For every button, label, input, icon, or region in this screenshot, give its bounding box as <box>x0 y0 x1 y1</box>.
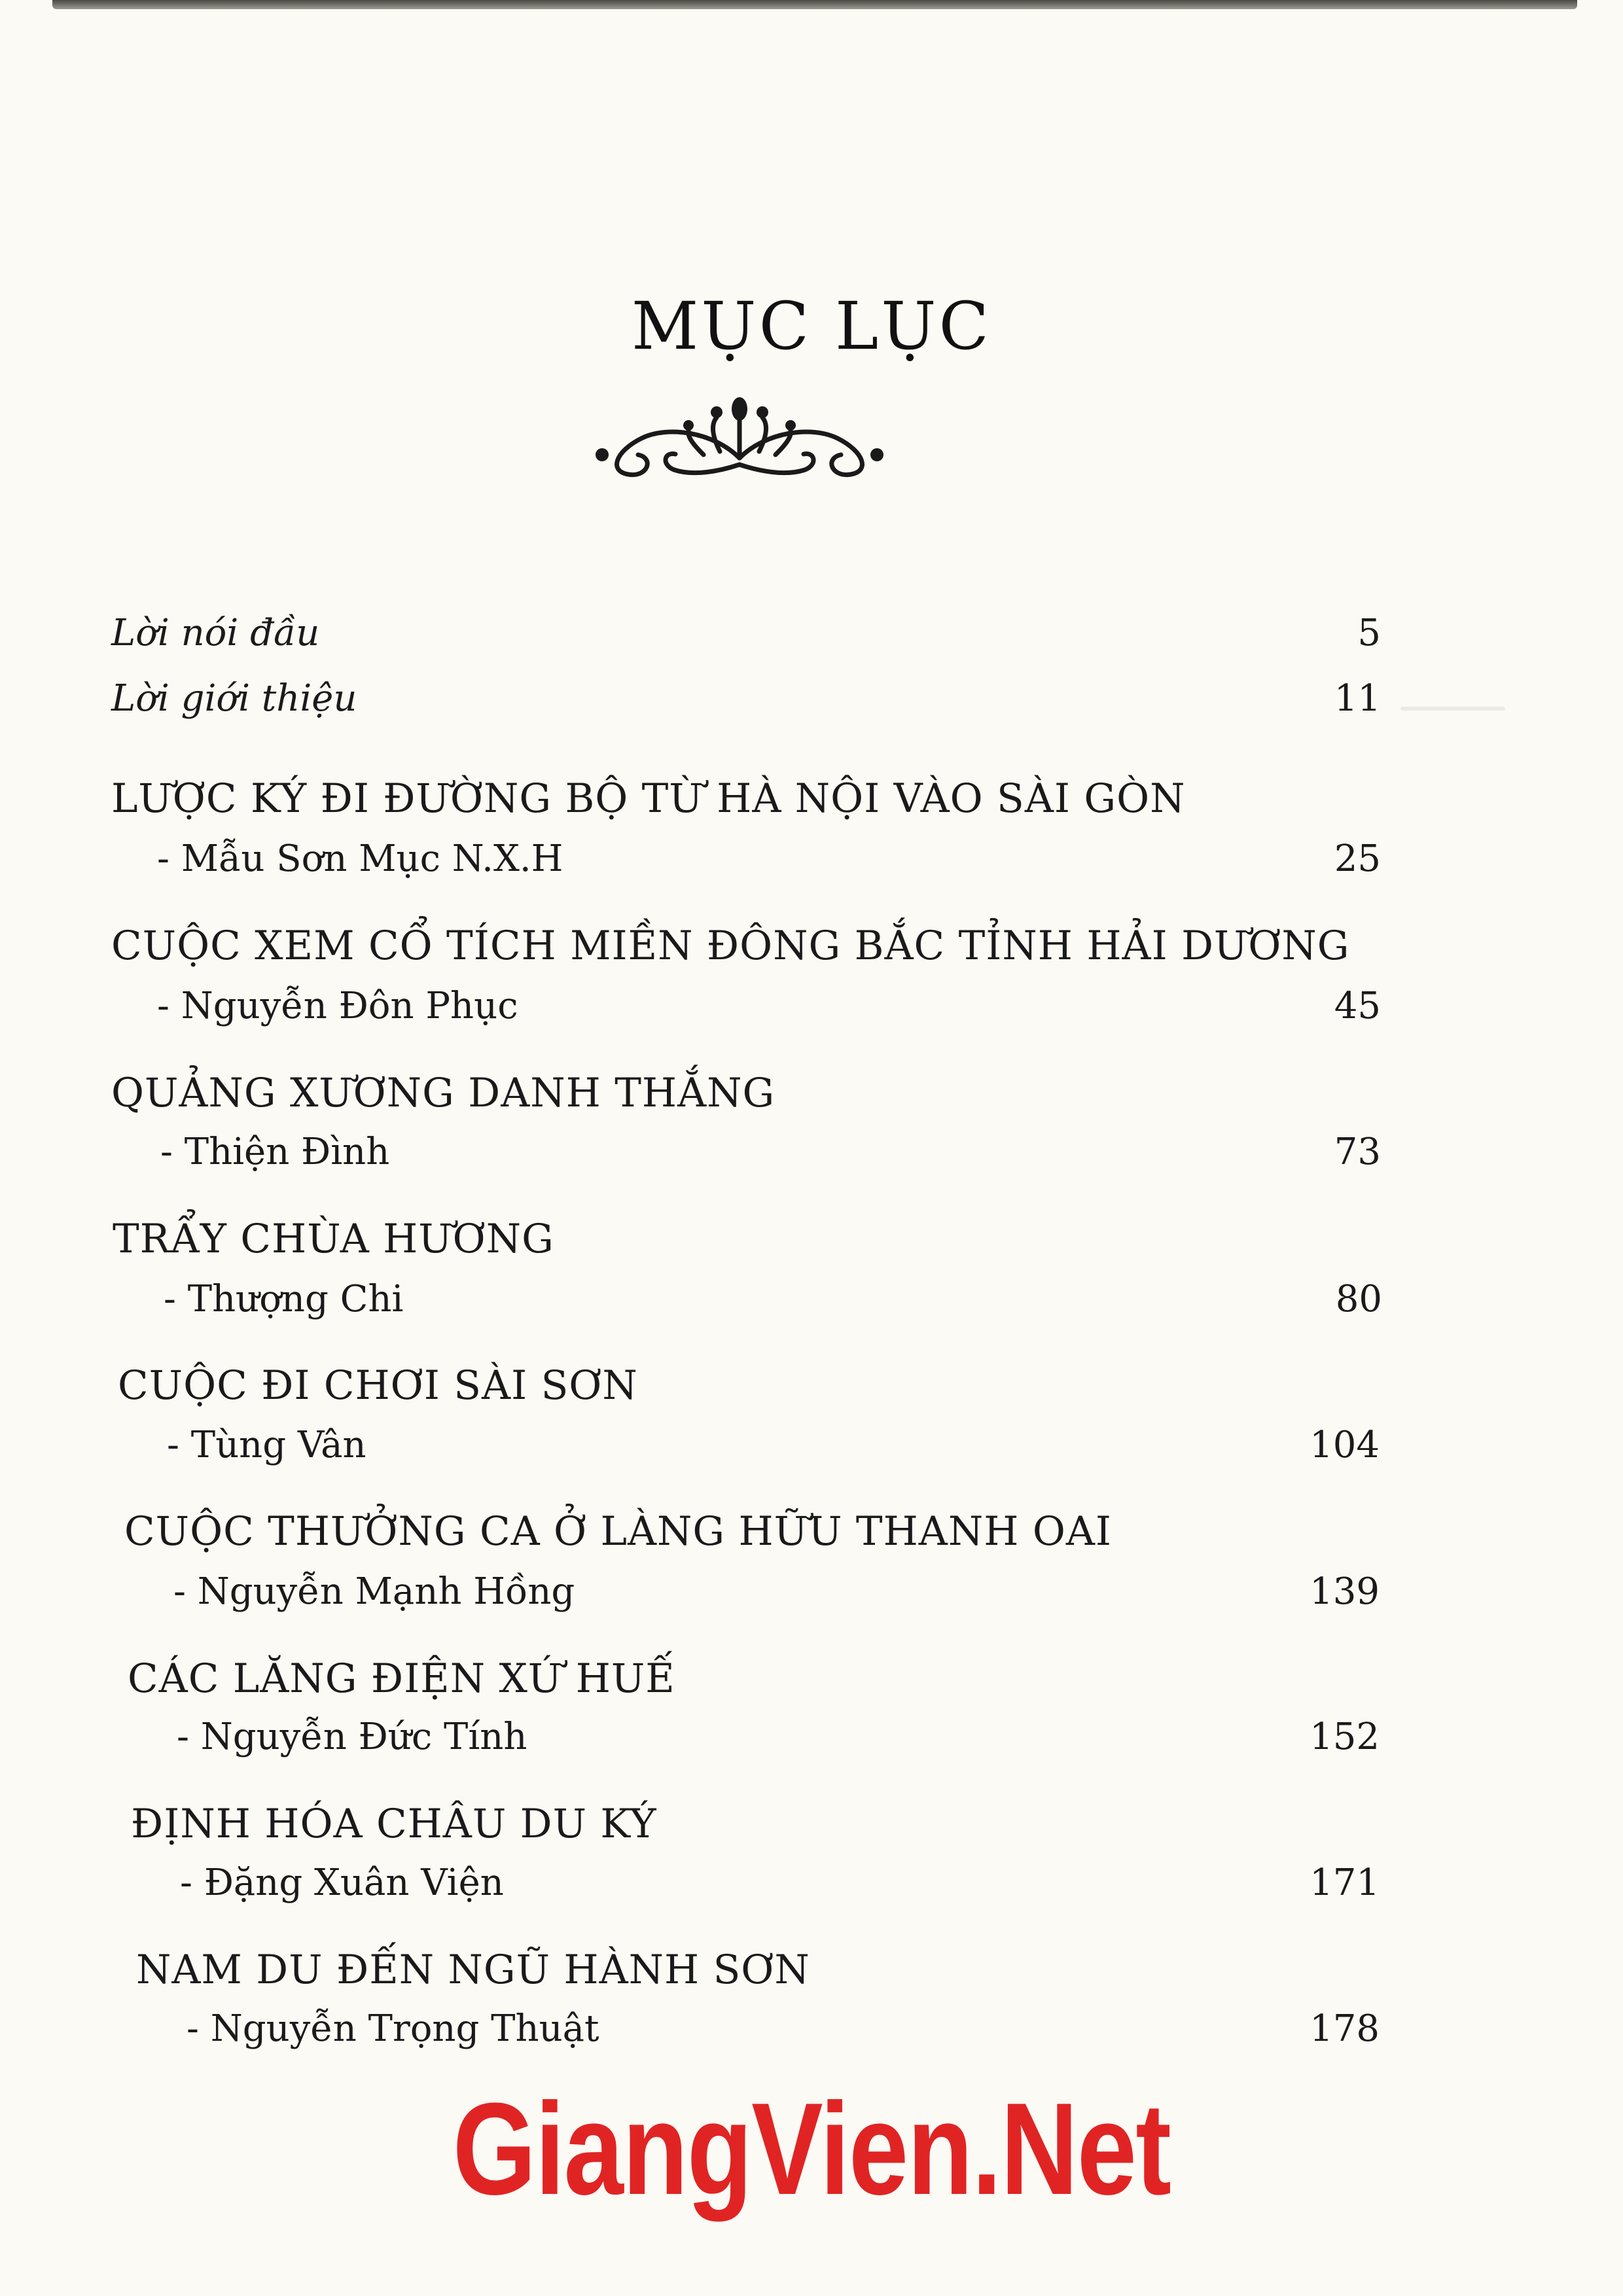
toc-entry-page: 171 <box>1310 1862 1380 1904</box>
toc-entry-title: ĐỊNH HÓA CHÂU DU KÝ <box>131 1801 657 1847</box>
toc-entry-title: Lời giới thiệu <box>111 677 357 720</box>
toc-entry-page: 25 <box>1334 838 1381 880</box>
page-title: MỤC LỤC <box>631 288 992 364</box>
toc-entry-page: 152 <box>1310 1716 1380 1758</box>
toc-entry-author: - Nguyễn Đôn Phục <box>157 985 518 1027</box>
toc-entry-page: 11 <box>1334 677 1381 720</box>
toc-entry-page: 45 <box>1334 985 1381 1027</box>
toc-entry-author: - Nguyễn Mạnh Hồng <box>173 1570 575 1613</box>
toc-entry-title: CUỘC ĐI CHƠI SÀI SƠN <box>118 1362 638 1409</box>
watermark-logo: GiangVien.Net <box>452 2076 1171 2222</box>
toc-entry-page: 139 <box>1310 1570 1380 1613</box>
toc-entry-author: - Nguyễn Trọng Thuật <box>187 2007 599 2050</box>
toc-entry-title: NAM DU ĐẾN NGŨ HÀNH SƠN <box>136 1947 810 1993</box>
toc-entry-title: TRẨY CHÙA HƯƠNG <box>113 1216 554 1262</box>
toc-entry-page: 5 <box>1357 612 1381 654</box>
toc-entry-author: - Đặng Xuân Viện <box>180 1862 504 1904</box>
toc-entry-title: LƯỢC KÝ ĐI ĐƯỜNG BỘ TỪ HÀ NỘI VÀO SÀI GÒN <box>111 775 1186 822</box>
toc-entry-author: - Thượng Chi <box>164 1278 404 1320</box>
toc-entry-author: - Thiện Đình <box>160 1131 390 1173</box>
toc-entry-author: - Mẫu Sơn Mục N.X.H <box>157 838 563 880</box>
toc-entry-title: QUẢNG XƯƠNG DANH THẮNG <box>111 1070 776 1116</box>
toc-entry-page: 178 <box>1310 2007 1380 2050</box>
toc-entry-author: - Nguyễn Đức Tính <box>177 1716 527 1758</box>
toc-entry-title: CUỘC XEM CỔ TÍCH MIỀN ĐÔNG BẮC TỈNH HẢI DƯƠNG <box>111 923 1350 969</box>
toc-entry-title: CUỘC THƯỞNG CA Ở LÀNG HỮU THANH OAI <box>124 1508 1112 1555</box>
toc-entry-title: CÁC LĂNG ĐIỆN XỨ HUẾ <box>128 1655 675 1702</box>
toc-entry-title: Lời nói đầu <box>111 612 320 654</box>
toc-entry-page: 80 <box>1335 1278 1382 1320</box>
toc-entry-author: - Tùng Vân <box>167 1424 366 1466</box>
toc-entry-page: 104 <box>1310 1424 1380 1466</box>
toc-entry-page: 73 <box>1334 1131 1381 1173</box>
